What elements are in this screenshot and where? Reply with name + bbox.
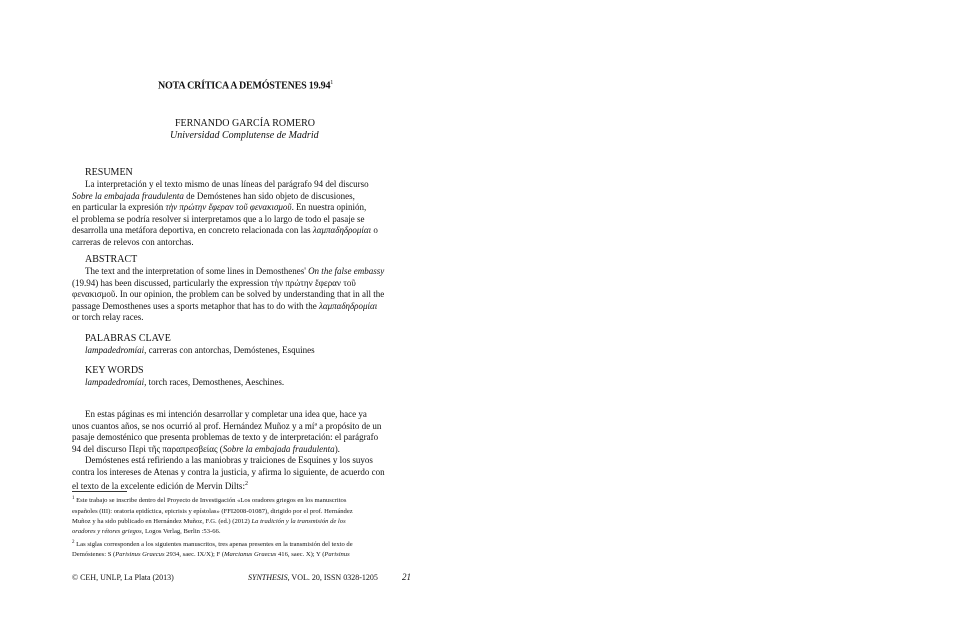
body-line: contra los intereses de Atenas y contra la justicia, y afirma lo siguiente, de acuerdo con — [72, 466, 385, 477]
resumen-line: el problema se podría resolver si interpretamos que a lo largo de todo el pasaje se — [72, 213, 365, 224]
body-line: unos cuantos años, se nos ocurrió al prof. Hernández Muñoz y a míª a propósito de un — [72, 420, 382, 431]
body-line: 94 del discurso Περὶ τῆς παραπρεσβείας (Sobre la embajada fraudulenta). — [72, 443, 340, 454]
resumen-line: Sobre la embajada fraudulenta de Demóstenes han sido objeto de discusiones, — [72, 190, 355, 201]
abstract-line: passage Demosthenes uses a sports metaphor that has to do with the λαμπαδηδρομίαι — [72, 300, 378, 311]
resumen-line: La interpretación y el texto mismo de unas líneas del parágrafo 94 del discurso — [85, 179, 369, 189]
footnote-line: Muñoz y ha sido publicado en Hernández Muñoz, F.G. (ed.) (2012) La tradición y la transmisión de los — [72, 518, 346, 525]
abstract-line: The text and the interpretation of some lines in Demosthenes' On the false embassy — [85, 266, 385, 276]
abstract-text — [72, 266, 410, 324]
author-name: FERNANDO GARCÍA ROMERO — [175, 118, 316, 129]
body-line: el texto de la excelente edición de Mervin Dilts:$^2$ — [72, 480, 248, 491]
footer-journal: SYNTHESIS, VOL. 20, ISSN 0328-1205 — [248, 573, 378, 582]
footnote-2: $^2$ Las siglas corresponden a los siguientes manuscritos, tres apenas presentes en la transmisión del texto de — [72, 539, 353, 548]
resumen-line: en particular la expresión τὴν πρώτην ἔφεραν τοῦ φενακισμοῦ. En nuestra opinión, — [72, 202, 367, 213]
footnote-line: oradores y rétores griegos, Logos Verlag, Berlin :53-66. — [72, 528, 221, 536]
footer-copyright: © CEH, UNLP, La Plata (2013) — [72, 573, 174, 582]
page-number: 21 — [402, 572, 411, 582]
footnote-1: $^1$ Este trabajo se inscribe dentro del Proyecto de Investigación «Los oradores griegos en los manuscritos — [72, 496, 347, 505]
body-line: pasaje demosténico que presenta problemas de texto y de interpretación: el parágrafo — [72, 432, 379, 443]
key-words-heading: KEY WORDS — [85, 365, 144, 376]
resumen-line: carreras de relevos con antorchas. — [72, 236, 194, 247]
title-footnote-mark: 1 — [330, 80, 334, 86]
abstract-line: φενακισμοῦ. In our opinion, the problem can be solved by understanding that in all the — [72, 289, 385, 300]
resumen-heading: RESUMEN — [85, 167, 133, 178]
footnote-divider — [72, 491, 127, 492]
body-text — [72, 409, 410, 492]
abstract-line: or torch relay races. — [72, 312, 144, 323]
body-footnote-mark: 2 — [244, 480, 248, 487]
body-line: Demóstenes está refiriendo a las maniobras y traiciones de Esquines y los suyos — [85, 455, 373, 466]
footnote-line: españoles (III): oratoria epidíctica, epicrisis y epístolas» (FFI2008-01087), dirigido por el prof. Hernández — [72, 507, 353, 515]
abstract-heading: ABSTRACT — [85, 254, 138, 265]
author-affiliation: Universidad Complutense de Madrid — [170, 130, 319, 141]
footnote-line: Demóstenes: S (Parisinus Graecus 2934, saec. IX/X); F (Marcianus Graecus 416, saec. X); Y (Parisinus — [72, 551, 350, 559]
body-line: En estas páginas es mi intención desarrollar y completar una idea que, hace ya — [85, 409, 367, 419]
abstract-line: (19.94) has been discussed, particularly the expression τὴν πρώτην ἔφεραν τοῦ — [72, 277, 356, 288]
footnotes — [72, 494, 410, 561]
resumen-text — [72, 179, 410, 249]
resumen-line: desarrolla una metáfora deportiva, en concreto relacionada con las λαμπαδηδρομίαι o — [72, 225, 378, 236]
key-words-list: lampadedromíai, torch races, Demosthenes, Aeschines. — [85, 377, 285, 387]
palabras-clave-heading: PALABRAS CLAVE — [85, 333, 171, 344]
article-title: NOTA CRÍTICA A DEMÓSTENES 19.94$^1$ — [158, 80, 334, 92]
palabras-clave-list: lampadedromíai, carreras con antorchas, Demóstenes, Esquines — [85, 345, 315, 355]
